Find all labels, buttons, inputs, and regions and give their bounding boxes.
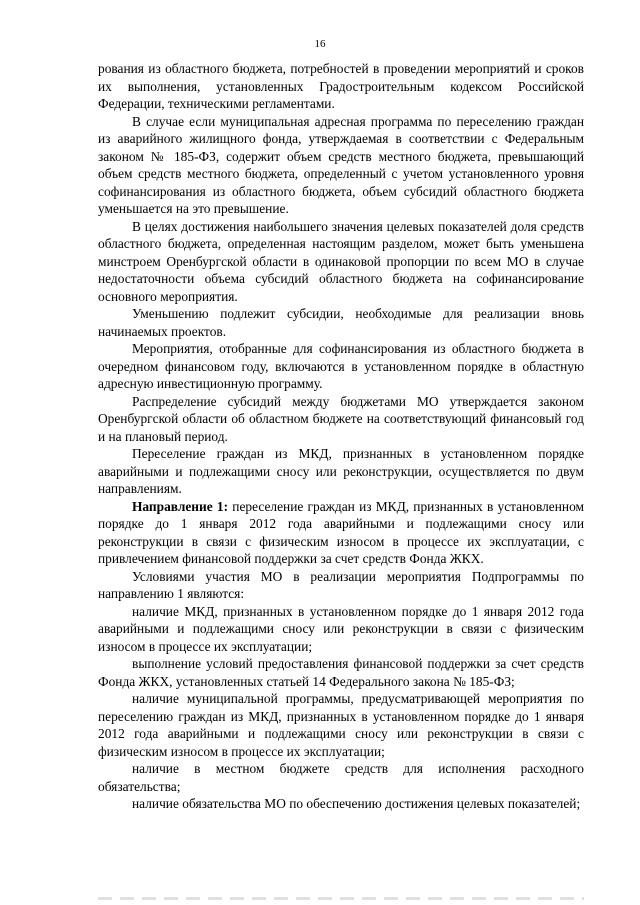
paragraph: Уменьшению подлежит субсидии, необходимые для реализации вновь начинаемых проектов.: [98, 306, 584, 339]
condition-item: наличие муниципальной программы, предусматривающей мероприятия по переселению граждан из МКД, признанных в установленном порядке до 1 января 2012 года аварийными и подлежащими сносу или реконструкции в связи с физическим износом в процессе их эксплуатации;: [98, 691, 584, 759]
condition-item: наличие в местном бюджете средств для исполнения расходного обязательства;: [98, 761, 584, 794]
conditions-intro: Условиями участия МО в реализации мероприятия Подпрограммы по направлению 1 являются:: [98, 568, 584, 601]
paragraph: В случае если муниципальная адресная программа по переселению граждан из аварийного жилищного фонда, утверждаемая в соответствии с Федеральным законом № 185-ФЗ, содержит объем средств местного бюджета, превышающий объем средств местного бюджета, определенный с учетом установленного уровня софинансирования из областного бюджета, объем субсидий областного бюджета уменьшается на это превышение.: [98, 113, 584, 216]
paragraph: Распределение субсидий между бюджетами МО утверждается законом Оренбургской области об областном бюджете на соответствующий финансовый год и на плановый период.: [98, 393, 584, 444]
paragraph-continuation: рования из областного бюджета, потребностей в проведении мероприятий и сроков их выполнения, установленных Градостроительным кодексом Российской Федерации, техническими регламентами.: [98, 61, 584, 111]
condition-item: наличие МКД, признанных в установленном порядке до 1 января 2012 года аварийными и подлежащими сносу или реконструкции в связи с физическим износом в процессе их эксплуатации;: [98, 603, 584, 654]
direction-text: переселение граждан из МКД, признанных в установленном порядке до 1 января 2012 года аварийными и подлежащими сносу или реконструкции в связи с физическим износом в процессе их эксплуатации, с привлечением финансовой поддержки за счет средств Фонда ЖКХ.: [98, 498, 584, 566]
direction-label: Направление 1:: [132, 498, 229, 514]
condition-item: выполнение условий предоставления финансовой поддержки за счет средств Фонда ЖКХ, установленных статьей 14 Федерального закона № 185-ФЗ;: [98, 656, 584, 689]
paragraph: Переселение граждан из МКД, признанных в установленном порядке аварийными и подлежащими сносу или реконструкции, осуществляется по двум направлениям.: [98, 446, 584, 496]
page-number: 16: [314, 38, 326, 50]
paragraph: В целях достижения наибольшего значения целевых показателей доля средств областного бюджета, определенная настоящим разделом, может быть уменьшена минстроем Оренбургской области в одинаковой пропорции по всем МО в случае недостаточности объема субсидий областного бюджета на софинансирование основного мероприятия.: [98, 218, 584, 304]
bleed-through-line: [98, 897, 584, 900]
paragraph: Мероприятия, отобранные для софинансирования из областного бюджета в очередном финансовом году, включаются в установленном порядке в областную адресную инвестиционную программу.: [98, 341, 584, 391]
condition-item: наличие обязательства МО по обеспечению достижения целевых показателей;: [132, 796, 581, 811]
direction-paragraph: [98, 498, 584, 568]
body-text: [98, 60, 584, 813]
